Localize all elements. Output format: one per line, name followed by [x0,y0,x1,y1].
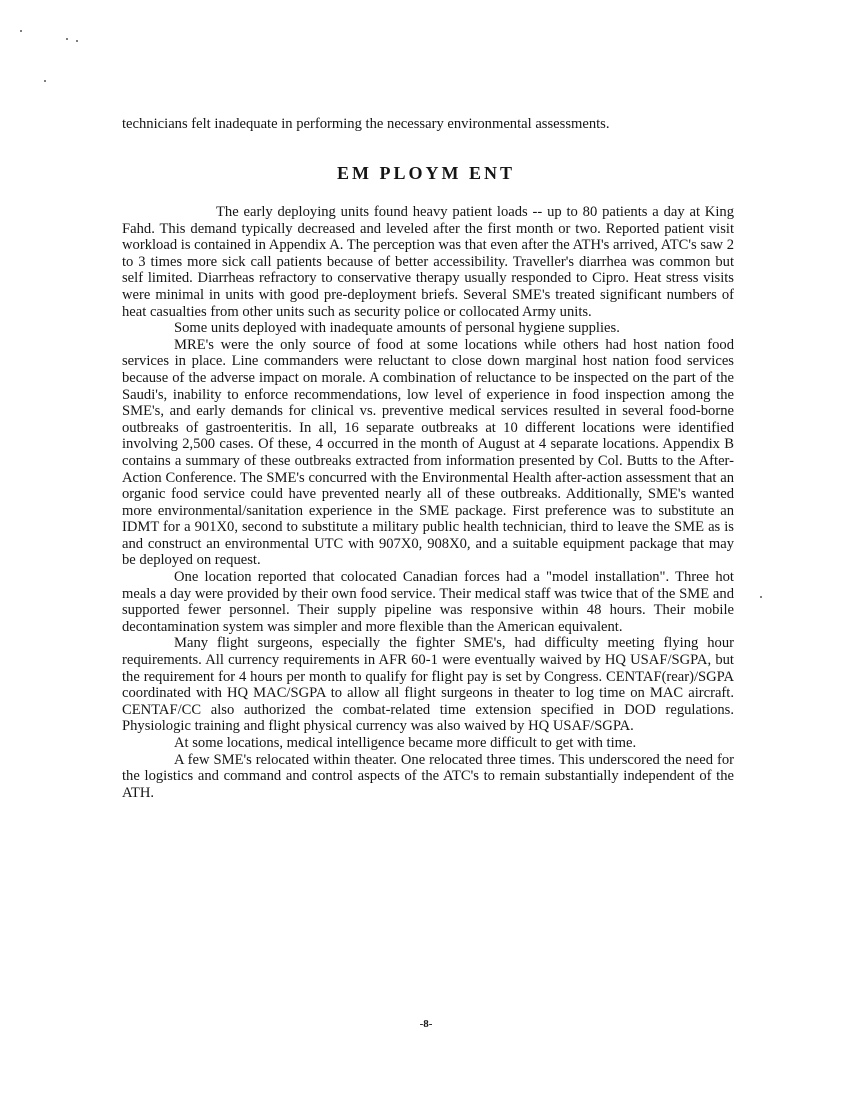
scan-speck [76,40,78,42]
scan-speck [20,30,22,32]
paragraph-hygiene-supplies: Some units deployed with inadequate amounts of personal hygiene supplies. [174,320,620,337]
paragraph-patient-loads: The early deploying units found heavy patient loads -- up to 80 patients a day at King Fahd. This demand typically decreased and leveled after the first month or two. Reported patient visit workload is contained in Appendix A. The perception was that even after the ATH's arrived, ATC's saw 2 to 3 times more sick call patients because of better accessibility. Traveller's diarrhea was common but self limited. Diarrheas refractory to conservative therapy usually responded to Cipro. Heat stress visits were minimal in units with good pre-deployment briefs. Several SME's treated significant numbers of heat casualties from other units such as security police or collocated Army units. [122,204,734,320]
intro-paragraph: technicians felt inadequate in performing the necessary environmental assessments. [122,116,610,132]
paragraph-food-services: MRE's were the only source of food at some locations while others had host nation food services in place. Line commanders were reluctant to close down marginal host nation food services because of the adverse impact on morale. A combination of reluctance to be inspected on the part of the Saudi's, inability to enforce recommendations, low level of experience in food inspection among the SME's, and early demands for clinical vs. preventive medical services resulted in several food-borne outbreaks of gastroenteritis. In all, 16 separate outbreaks at 10 different locations were identified involving 2,500 cases. Of these, 4 occurred in the month of August at 4 separate locations. Appendix B contains a summary of these outbreaks extracted from information presented by Col. Butts to the After-Action Conference. The SME's concurred with the Environmental Health after-action assessment that an organic food service could have prevented nearly all of these outbreaks. Additionally, SME's wanted more environmental/sanitation experience in the SME package. First preference was to substitute an IDMT for a 901X0, second to substitute a military public health technician, third to leave the SME as is and construct an environmental UTC with 907X0, 908X0, and a suitable equipment package that may be deployed on request. [122,336,734,569]
paragraph-medical-intelligence: At some locations, medical intelligence became more difficult to get with time. [174,735,637,751]
page-number: -8- [419,1018,433,1030]
scan-speck [44,80,46,82]
paragraph-flight-surgeons: Many flight surgeons, especially the fighter SME's, had difficulty meeting flying hour requirements. All currency requirements in AFR 60-1 were eventually waived by HQ USAF/SGPA, but the requirement for 4 hours per month to qualify for flight pay is set by Congress. CENTAF(rear)/SGPA coordinated with HQ MAC/SGPA to allow all flight surgeons in theater to log time on MAC aircraft. CENTAF/CC also authorized the combat-related time extension specified in DOD regulations. Physiologic training and flight physical currency was also waived by HQ USAF/SGPA. [122,635,734,735]
paragraph-canadian-forces: One location reported that colocated Canadian forces had a "model installation". Three hot meals a day were provided by their own food service. Their medical staff was twice that of the SME and supported fewer personnel. Their supply pipeline was responsive within 48 hours. Their mobile decontamination system was simpler and more flexible than the American equivalent. [122,569,734,635]
scan-speck [66,38,68,40]
paragraph-relocation: A few SME's relocated within theater. One relocated three times. This underscored the need for the logistics and command and control aspects of the ATC's to remain substantially independent of the ATH. [122,751,734,801]
body-text-block [122,204,734,801]
section-heading: EM PLOYM ENT [337,163,515,183]
intro-text-block [122,116,734,133]
scan-speck [760,596,762,598]
